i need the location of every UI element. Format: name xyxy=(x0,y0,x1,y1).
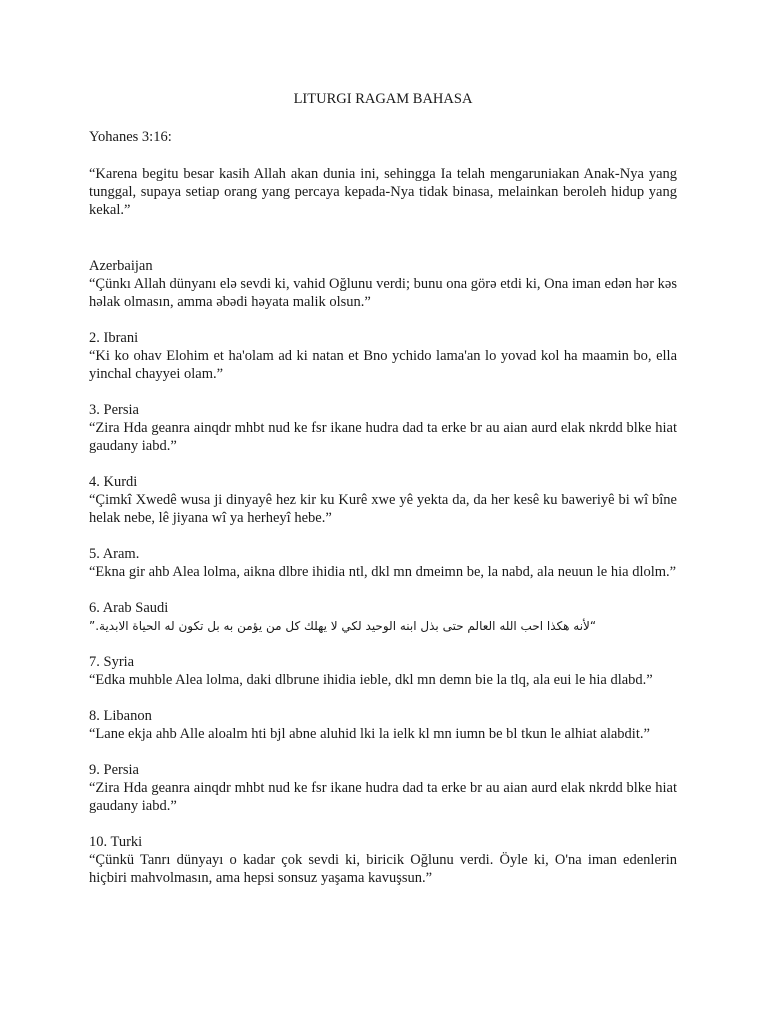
section-text: “Ki ko ohav Elohim et ha'olam ad ki natan et Bno ychido lama'an lo yovad kol ha maamin bo, ella yinchal chayyei olam.” xyxy=(89,348,677,382)
section-text: “Çimkî Xwedê wusa ji dinyayê hez kir ku Kurê xwe yê yekta da, da her kesê ku baweriyê bi wî bîne helak nebe, lê jiyana wî ya herheyî hebe.” xyxy=(89,492,677,526)
section-text: “Edka muhble Alea lolma, daki dlbrune ihidia ieble, dkl mn demn bie la tlq, ala eui le hia dlabd.” xyxy=(89,672,653,688)
section-heading: 10. Turki xyxy=(89,834,143,850)
section-heading: 6. Arab Saudi xyxy=(89,600,169,616)
section-heading: 4. Kurdi xyxy=(89,474,138,490)
document-title: LITURGI RAGAM BAHASA xyxy=(293,91,473,107)
document-page xyxy=(89,90,677,905)
intro-verse: “Karena begitu besar kasih Allah akan dunia ini, sehingga Ia telah mengaruniakan Anak-Nya yang tunggal, supaya setiap orang yang percaya kepada-Nya tidak binasa, melainkan beroleh hidup yang kekal.” xyxy=(89,166,677,218)
section-text: “Ekna gir ahb Alea lolma, aikna dlbre ihidia ntl, dkl mn dmeimn be, la nabd, ala neuun le hia dlolm.” xyxy=(89,564,677,580)
section-ibrani xyxy=(89,329,677,383)
section-text: “لأنه هكذا احب الله العالم حتى بذل ابنه الوحيد لكي لا يهلك كل من يؤمن به بل تكون له الحياة الابدية.” xyxy=(89,619,597,633)
section-heading: 7. Syria xyxy=(89,654,135,670)
section-heading: Azerbaijan xyxy=(89,258,153,274)
section-heading: 5. Aram. xyxy=(89,546,140,562)
section-persia-2 xyxy=(89,761,677,815)
section-text: “Lane ekja ahb Alle aloalm hti bjl abne aluhid lki la ielk kl mn iumn be bl tkun le alhiat alabdit.” xyxy=(89,726,650,742)
section-libanon xyxy=(89,707,677,743)
scripture-reference: Yohanes 3:16: xyxy=(89,129,172,145)
section-text: “Çünkü Tanrı dünyayı o kadar çok sevdi ki, biricik Oğlunu verdi. Öyle ki, O'na iman edenlerin hiçbiri mahvolmasın, ama hepsi sonsuz yaşama kavuşsun.” xyxy=(89,852,677,886)
section-syria xyxy=(89,653,677,689)
section-azerbaijan xyxy=(89,257,677,311)
section-kurdi xyxy=(89,473,677,527)
section-text: “Zira Hda geanra ainqdr mhbt nud ke fsr ikane hudra dad ta erke br au aian aurd elak nkrdd blke hiat gaudany iabd.” xyxy=(89,420,677,454)
section-heading: 2. Ibrani xyxy=(89,330,139,346)
section-persia xyxy=(89,401,677,455)
section-heading: 3. Persia xyxy=(89,402,139,418)
section-heading: 9. Persia xyxy=(89,762,139,778)
section-turki xyxy=(89,833,677,887)
section-text: “Çünkı Allah dünyanı elə sevdi ki, vahid Oğlunu verdi; bunu ona görə etdi ki, Ona iman edən hər kəs həlak olmasın, amma əbədi həyata malik olsun.” xyxy=(89,276,677,310)
section-arab-saudi xyxy=(89,599,677,635)
section-heading: 8. Libanon xyxy=(89,708,152,724)
section-text: “Zira Hda geanra ainqdr mhbt nud ke fsr ikane hudra dad ta erke br au aian aurd elak nkrdd blke hiat gaudany iabd.” xyxy=(89,780,677,814)
section-aram xyxy=(89,545,677,581)
